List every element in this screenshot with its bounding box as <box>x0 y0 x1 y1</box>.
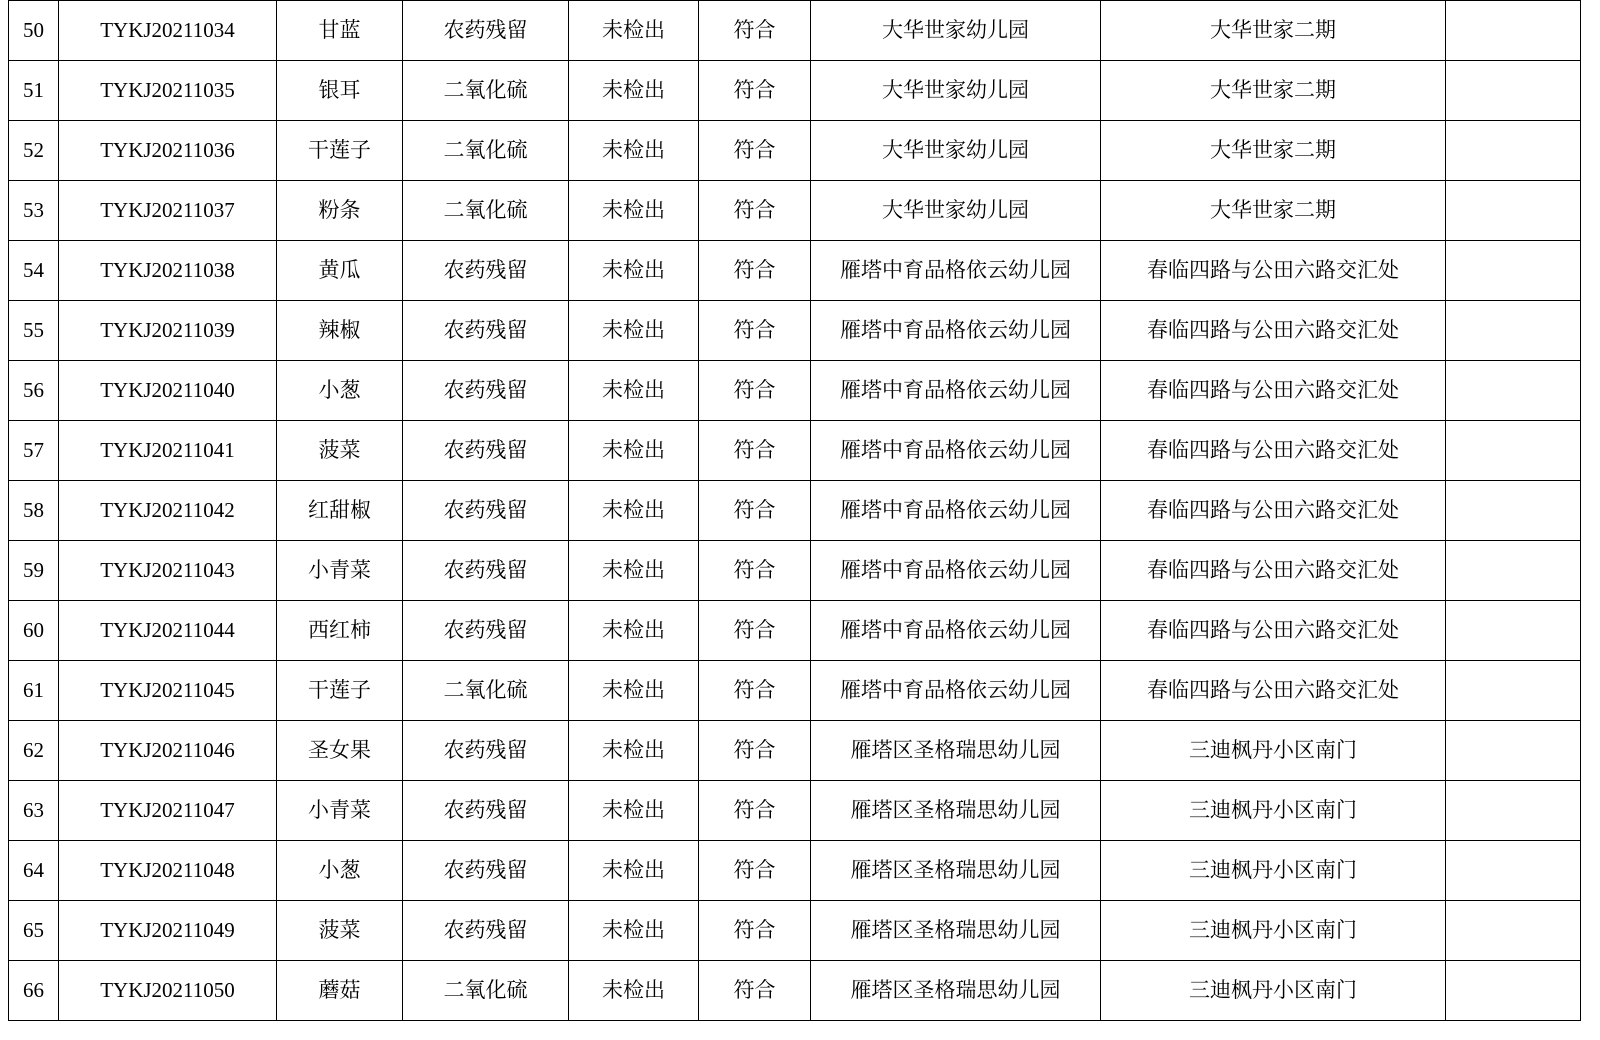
cell-remark <box>1446 181 1581 241</box>
cell-unit-address: 三迪枫丹小区南门 <box>1101 721 1446 781</box>
table-row <box>9 181 1581 241</box>
cell-test-item: 农药残留 <box>403 481 569 541</box>
cell-remark <box>1446 541 1581 601</box>
cell-test-item: 农药残留 <box>403 421 569 481</box>
cell-test-result: 未检出 <box>569 61 699 121</box>
cell-row-index: 61 <box>9 661 59 721</box>
cell-inspected-unit: 大华世家幼儿园 <box>811 61 1101 121</box>
cell-verdict: 符合 <box>699 301 811 361</box>
cell-remark <box>1446 661 1581 721</box>
cell-test-item: 农药残留 <box>403 1 569 61</box>
cell-remark <box>1446 1 1581 61</box>
cell-row-index: 56 <box>9 361 59 421</box>
cell-test-item: 二氧化硫 <box>403 661 569 721</box>
cell-test-item: 农药残留 <box>403 901 569 961</box>
cell-sample-code: TYKJ20211036 <box>59 121 277 181</box>
cell-sample-name: 圣女果 <box>277 721 403 781</box>
cell-sample-name: 小青菜 <box>277 541 403 601</box>
cell-sample-name: 蘑菇 <box>277 961 403 1021</box>
cell-sample-code: TYKJ20211041 <box>59 421 277 481</box>
cell-unit-address: 三迪枫丹小区南门 <box>1101 901 1446 961</box>
cell-unit-address: 春临四路与公田六路交汇处 <box>1101 601 1446 661</box>
cell-verdict: 符合 <box>699 481 811 541</box>
cell-test-result: 未检出 <box>569 961 699 1021</box>
table-row <box>9 541 1581 601</box>
cell-test-result: 未检出 <box>569 421 699 481</box>
cell-sample-name: 银耳 <box>277 61 403 121</box>
table-row <box>9 721 1581 781</box>
cell-test-item: 农药残留 <box>403 721 569 781</box>
cell-remark <box>1446 901 1581 961</box>
cell-verdict: 符合 <box>699 781 811 841</box>
cell-verdict: 符合 <box>699 121 811 181</box>
cell-verdict: 符合 <box>699 601 811 661</box>
cell-remark <box>1446 241 1581 301</box>
cell-test-item: 农药残留 <box>403 241 569 301</box>
cell-sample-name: 黄瓜 <box>277 241 403 301</box>
cell-row-index: 65 <box>9 901 59 961</box>
cell-test-result: 未检出 <box>569 721 699 781</box>
cell-test-result: 未检出 <box>569 361 699 421</box>
cell-inspected-unit: 雁塔区圣格瑞思幼儿园 <box>811 901 1101 961</box>
table-row <box>9 481 1581 541</box>
cell-remark <box>1446 961 1581 1021</box>
cell-row-index: 54 <box>9 241 59 301</box>
cell-unit-address: 春临四路与公田六路交汇处 <box>1101 361 1446 421</box>
cell-inspected-unit: 雁塔区圣格瑞思幼儿园 <box>811 961 1101 1021</box>
cell-inspected-unit: 雁塔中育品格依云幼儿园 <box>811 481 1101 541</box>
cell-sample-name: 西红柿 <box>277 601 403 661</box>
cell-test-result: 未检出 <box>569 121 699 181</box>
cell-row-index: 60 <box>9 601 59 661</box>
inspection-results-table <box>8 0 1581 1021</box>
cell-sample-name: 甘蓝 <box>277 1 403 61</box>
table-row <box>9 781 1581 841</box>
table-row <box>9 121 1581 181</box>
table-row <box>9 1 1581 61</box>
cell-test-result: 未检出 <box>569 1 699 61</box>
table-row <box>9 841 1581 901</box>
table-row <box>9 661 1581 721</box>
cell-sample-code: TYKJ20211034 <box>59 1 277 61</box>
cell-remark <box>1446 601 1581 661</box>
cell-sample-code: TYKJ20211040 <box>59 361 277 421</box>
cell-remark <box>1446 61 1581 121</box>
cell-unit-address: 春临四路与公田六路交汇处 <box>1101 541 1446 601</box>
cell-inspected-unit: 雁塔中育品格依云幼儿园 <box>811 601 1101 661</box>
cell-verdict: 符合 <box>699 841 811 901</box>
cell-sample-code: TYKJ20211047 <box>59 781 277 841</box>
table-row <box>9 301 1581 361</box>
table-row <box>9 61 1581 121</box>
cell-test-result: 未检出 <box>569 241 699 301</box>
cell-verdict: 符合 <box>699 61 811 121</box>
cell-test-item: 农药残留 <box>403 601 569 661</box>
cell-inspected-unit: 雁塔中育品格依云幼儿园 <box>811 541 1101 601</box>
cell-sample-name: 红甜椒 <box>277 481 403 541</box>
cell-row-index: 66 <box>9 961 59 1021</box>
cell-unit-address: 三迪枫丹小区南门 <box>1101 781 1446 841</box>
cell-test-result: 未检出 <box>569 781 699 841</box>
table-row <box>9 241 1581 301</box>
cell-sample-code: TYKJ20211038 <box>59 241 277 301</box>
cell-test-result: 未检出 <box>569 181 699 241</box>
cell-row-index: 57 <box>9 421 59 481</box>
cell-sample-code: TYKJ20211046 <box>59 721 277 781</box>
cell-sample-name: 辣椒 <box>277 301 403 361</box>
cell-inspected-unit: 雁塔中育品格依云幼儿园 <box>811 661 1101 721</box>
cell-unit-address: 春临四路与公田六路交汇处 <box>1101 301 1446 361</box>
cell-test-result: 未检出 <box>569 541 699 601</box>
cell-row-index: 50 <box>9 1 59 61</box>
cell-sample-name: 粉条 <box>277 181 403 241</box>
cell-test-item: 二氧化硫 <box>403 961 569 1021</box>
cell-unit-address: 春临四路与公田六路交汇处 <box>1101 661 1446 721</box>
cell-sample-code: TYKJ20211050 <box>59 961 277 1021</box>
cell-inspected-unit: 大华世家幼儿园 <box>811 121 1101 181</box>
cell-test-result: 未检出 <box>569 661 699 721</box>
cell-inspected-unit: 大华世家幼儿园 <box>811 181 1101 241</box>
cell-remark <box>1446 301 1581 361</box>
cell-remark <box>1446 721 1581 781</box>
cell-row-index: 58 <box>9 481 59 541</box>
cell-sample-code: TYKJ20211039 <box>59 301 277 361</box>
cell-test-result: 未检出 <box>569 301 699 361</box>
table-row <box>9 361 1581 421</box>
cell-remark <box>1446 421 1581 481</box>
cell-verdict: 符合 <box>699 961 811 1021</box>
cell-verdict: 符合 <box>699 661 811 721</box>
cell-verdict: 符合 <box>699 361 811 421</box>
table-row <box>9 961 1581 1021</box>
cell-test-item: 二氧化硫 <box>403 181 569 241</box>
cell-remark <box>1446 121 1581 181</box>
cell-unit-address: 春临四路与公田六路交汇处 <box>1101 481 1446 541</box>
cell-sample-name: 小葱 <box>277 841 403 901</box>
cell-row-index: 55 <box>9 301 59 361</box>
cell-sample-code: TYKJ20211045 <box>59 661 277 721</box>
cell-sample-name: 菠菜 <box>277 901 403 961</box>
cell-verdict: 符合 <box>699 901 811 961</box>
cell-sample-name: 小青菜 <box>277 781 403 841</box>
cell-inspected-unit: 雁塔区圣格瑞思幼儿园 <box>811 781 1101 841</box>
cell-inspected-unit: 雁塔区圣格瑞思幼儿园 <box>811 721 1101 781</box>
cell-inspected-unit: 雁塔区圣格瑞思幼儿园 <box>811 841 1101 901</box>
cell-verdict: 符合 <box>699 181 811 241</box>
cell-sample-code: TYKJ20211044 <box>59 601 277 661</box>
cell-test-item: 农药残留 <box>403 841 569 901</box>
cell-inspected-unit: 雁塔中育品格依云幼儿园 <box>811 241 1101 301</box>
cell-inspected-unit: 雁塔中育品格依云幼儿园 <box>811 421 1101 481</box>
cell-unit-address: 春临四路与公田六路交汇处 <box>1101 241 1446 301</box>
cell-test-result: 未检出 <box>569 841 699 901</box>
cell-remark <box>1446 481 1581 541</box>
table-row <box>9 901 1581 961</box>
cell-inspected-unit: 雁塔中育品格依云幼儿园 <box>811 361 1101 421</box>
cell-unit-address: 三迪枫丹小区南门 <box>1101 841 1446 901</box>
cell-row-index: 51 <box>9 61 59 121</box>
cell-sample-code: TYKJ20211048 <box>59 841 277 901</box>
cell-inspected-unit: 雁塔中育品格依云幼儿园 <box>811 301 1101 361</box>
cell-row-index: 62 <box>9 721 59 781</box>
cell-row-index: 53 <box>9 181 59 241</box>
cell-inspected-unit: 大华世家幼儿园 <box>811 1 1101 61</box>
cell-row-index: 63 <box>9 781 59 841</box>
cell-unit-address: 大华世家二期 <box>1101 181 1446 241</box>
cell-verdict: 符合 <box>699 421 811 481</box>
table-row <box>9 421 1581 481</box>
cell-remark <box>1446 361 1581 421</box>
cell-verdict: 符合 <box>699 241 811 301</box>
cell-sample-name: 干莲子 <box>277 121 403 181</box>
cell-test-result: 未检出 <box>569 601 699 661</box>
cell-unit-address: 三迪枫丹小区南门 <box>1101 961 1446 1021</box>
cell-row-index: 52 <box>9 121 59 181</box>
cell-test-item: 二氧化硫 <box>403 121 569 181</box>
cell-remark <box>1446 781 1581 841</box>
cell-sample-code: TYKJ20211043 <box>59 541 277 601</box>
cell-sample-name: 菠菜 <box>277 421 403 481</box>
cell-sample-code: TYKJ20211037 <box>59 181 277 241</box>
cell-unit-address: 大华世家二期 <box>1101 1 1446 61</box>
cell-test-item: 农药残留 <box>403 541 569 601</box>
cell-unit-address: 大华世家二期 <box>1101 121 1446 181</box>
cell-unit-address: 大华世家二期 <box>1101 61 1446 121</box>
cell-sample-name: 干莲子 <box>277 661 403 721</box>
cell-test-item: 农药残留 <box>403 301 569 361</box>
table-row <box>9 601 1581 661</box>
cell-row-index: 64 <box>9 841 59 901</box>
cell-remark <box>1446 841 1581 901</box>
cell-unit-address: 春临四路与公田六路交汇处 <box>1101 421 1446 481</box>
cell-test-item: 农药残留 <box>403 781 569 841</box>
cell-test-item: 二氧化硫 <box>403 61 569 121</box>
cell-test-result: 未检出 <box>569 481 699 541</box>
cell-sample-code: TYKJ20211042 <box>59 481 277 541</box>
cell-test-item: 农药残留 <box>403 361 569 421</box>
cell-row-index: 59 <box>9 541 59 601</box>
table-body <box>9 1 1581 1021</box>
cell-sample-name: 小葱 <box>277 361 403 421</box>
cell-test-result: 未检出 <box>569 901 699 961</box>
cell-sample-code: TYKJ20211049 <box>59 901 277 961</box>
cell-verdict: 符合 <box>699 721 811 781</box>
cell-verdict: 符合 <box>699 541 811 601</box>
cell-verdict: 符合 <box>699 1 811 61</box>
cell-sample-code: TYKJ20211035 <box>59 61 277 121</box>
